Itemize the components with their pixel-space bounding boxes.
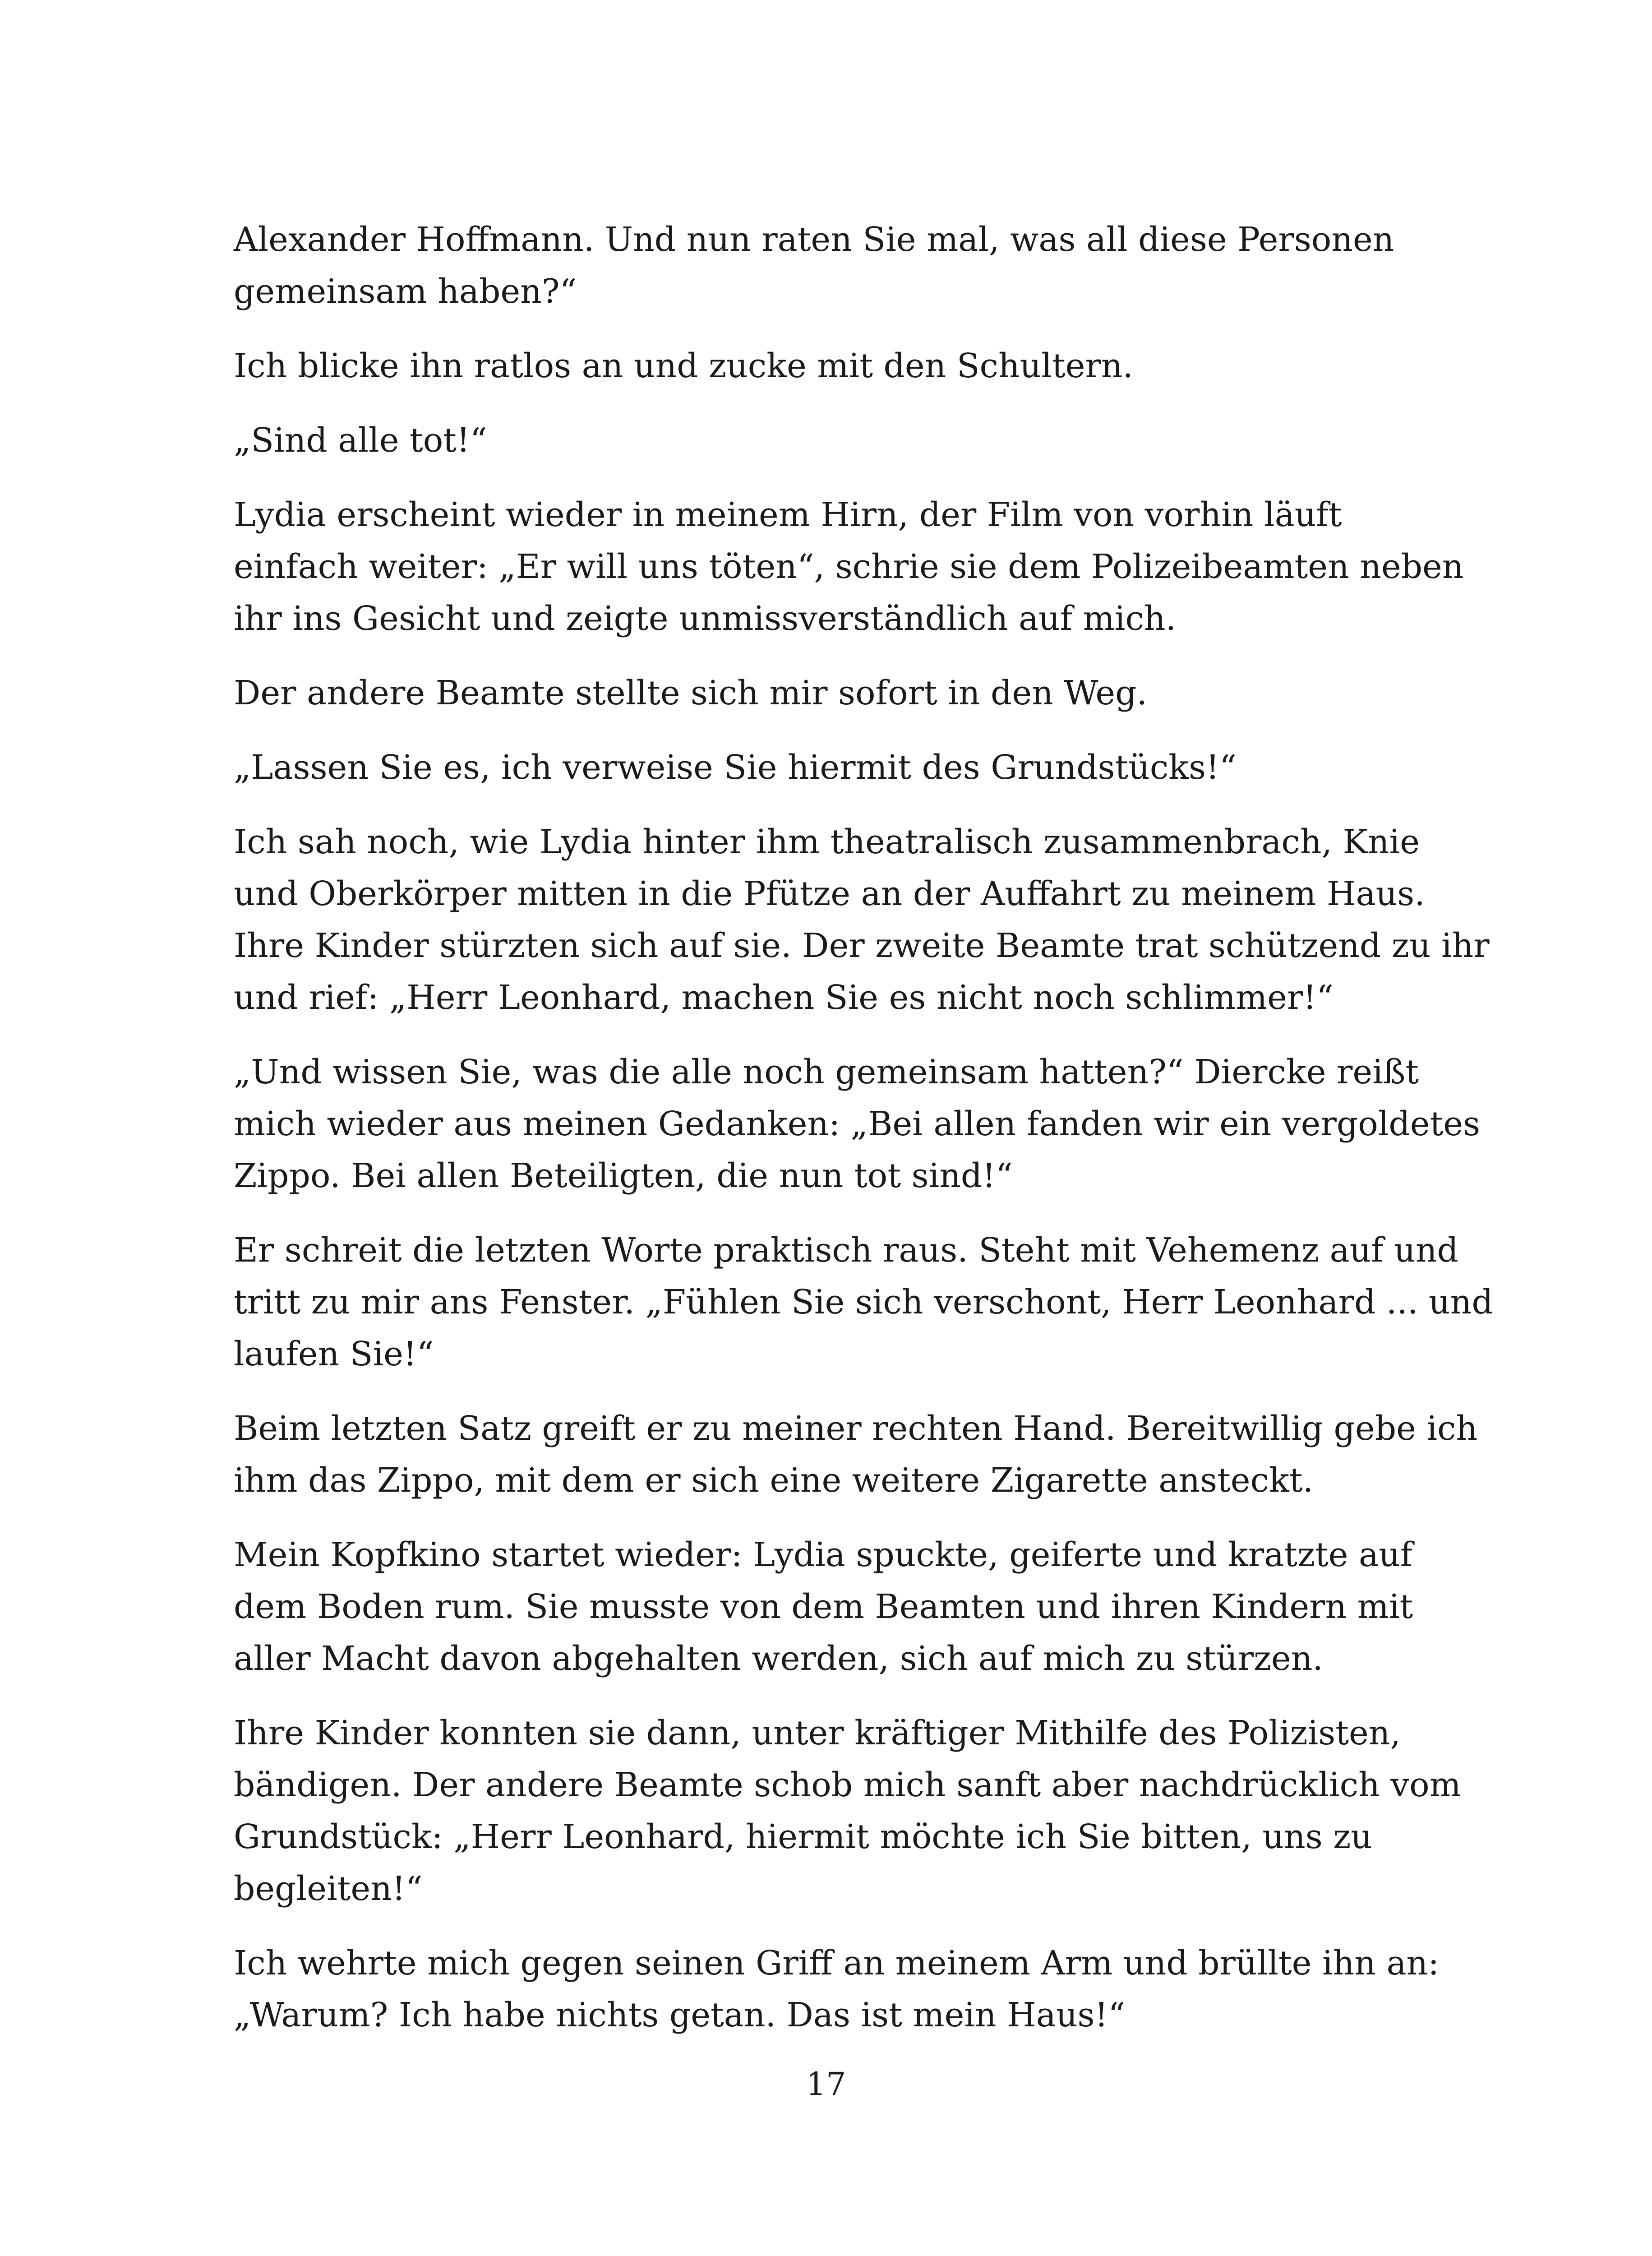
body-text	[234, 214, 1493, 2041]
paragraph-gap	[234, 467, 1452, 489]
text-line: ihm das Zippo, mit dem er sich eine weitere Zigarette ansteckt.	[234, 1461, 1314, 1500]
paragraph-gap	[234, 1202, 1452, 1225]
paragraph	[234, 1225, 1493, 1380]
paragraph	[234, 340, 1452, 392]
paragraph	[234, 1403, 1478, 1507]
paragraph	[234, 415, 1452, 467]
text-line: Ihre Kinder konnten sie dann, unter kräftiger Mithilfe des Polizisten,	[234, 1714, 1401, 1752]
text-line: ihr ins Gesicht und zeigte unmissverständlich auf mich.	[234, 599, 1177, 638]
paragraph-gap	[234, 1380, 1452, 1403]
paragraph	[234, 1529, 1452, 1685]
paragraph	[234, 1046, 1481, 1202]
text-line: Lydia erscheint wieder in meinem Hirn, der Film von vorhin läuft	[234, 495, 1342, 534]
text-line: Zippo. Bei allen Beteiligten, die nun tot sind!“	[234, 1156, 1013, 1195]
paragraph-gap	[234, 1024, 1452, 1046]
paragraph	[234, 742, 1452, 794]
paragraph-gap	[234, 1915, 1452, 1937]
text-line: „Sind alle tot!“	[234, 421, 487, 460]
text-line: Grundstück: „Herr Leonhard, hiermit möchte ich Sie bitten, uns zu	[234, 1817, 1372, 1856]
paragraph	[234, 214, 1452, 318]
text-line: „Und wissen Sie, was die alle noch gemeinsam hatten?“ Diercke reißt	[234, 1053, 1419, 1091]
text-line: Ich blicke ihn ratlos an und zucke mit den Schultern.	[234, 347, 1134, 385]
paragraph-gap	[234, 794, 1452, 816]
text-line: und rief: „Herr Leonhard, machen Sie es nicht noch schlimmer!“	[234, 978, 1334, 1017]
text-line: tritt zu mir ans Fenster. „Fühlen Sie sich verschont, Herr Leonhard ... und	[234, 1283, 1493, 1322]
page-number: 17	[806, 2066, 846, 2103]
text-line: Er schreit die letzten Worte praktisch raus. Steht mit Vehemenz auf und	[234, 1231, 1458, 1270]
paragraph-gap	[234, 645, 1452, 667]
text-line: Ihre Kinder stürzten sich auf sie. Der zweite Beamte trat schützend zu ihr	[234, 926, 1490, 965]
text-line: laufen Sie!“	[234, 1335, 434, 1373]
paragraph	[234, 489, 1464, 645]
text-line: Mein Kopfkino startet wieder: Lydia spuckte, geiferte und kratzte auf	[234, 1535, 1413, 1574]
text-line: gemeinsam haben?“	[234, 272, 577, 311]
text-line: bändigen. Der andere Beamte schob mich sanft aber nachdrücklich vom	[234, 1766, 1461, 1804]
paragraph-gap	[234, 1507, 1452, 1529]
text-line: „Lassen Sie es, ich verweise Sie hiermit des Grundstücks!“	[234, 748, 1237, 787]
text-line: Ich sah noch, wie Lydia hinter ihm theatralisch zusammenbrach, Knie	[234, 823, 1420, 861]
text-line: „Warum? Ich habe nichts getan. Das ist mein Haus!“	[234, 1996, 1126, 2034]
paragraph-gap	[234, 392, 1452, 415]
text-line: Ich wehrte mich gegen seinen Griff an meinem Arm und brüllte ihn an:	[234, 1944, 1440, 1983]
text-line: mich wieder aus meinen Gedanken: „Bei allen fanden wir ein vergoldetes	[234, 1105, 1481, 1143]
paragraph	[234, 816, 1490, 1024]
text-line: dem Boden rum. Sie musste von dem Beamten und ihren Kindern mit	[234, 1587, 1413, 1626]
paragraph	[234, 1707, 1461, 1915]
text-line: aller Macht davon abgehalten werden, sich auf mich zu stürzen.	[234, 1639, 1323, 1678]
text-line: Beim letzten Satz greift er zu meiner rechten Hand. Bereitwillig gebe ich	[234, 1409, 1478, 1448]
text-line: und Oberkörper mitten in die Pfütze an der Auffahrt zu meinem Haus.	[234, 874, 1425, 913]
paragraph	[234, 1937, 1452, 2041]
text-line: begleiten!“	[234, 1869, 423, 1908]
paragraph-gap	[234, 1685, 1452, 1707]
paragraph	[234, 667, 1452, 719]
paragraph-gap	[234, 318, 1452, 340]
text-line: einfach weiter: „Er will uns töten“, schrie sie dem Polizeibeamten neben	[234, 547, 1464, 586]
text-line: Alexander Hoffmann. Und nun raten Sie mal, was all diese Personen	[234, 220, 1394, 259]
paragraph-gap	[234, 719, 1452, 742]
text-line: Der andere Beamte stellte sich mir sofort in den Weg.	[234, 674, 1148, 712]
